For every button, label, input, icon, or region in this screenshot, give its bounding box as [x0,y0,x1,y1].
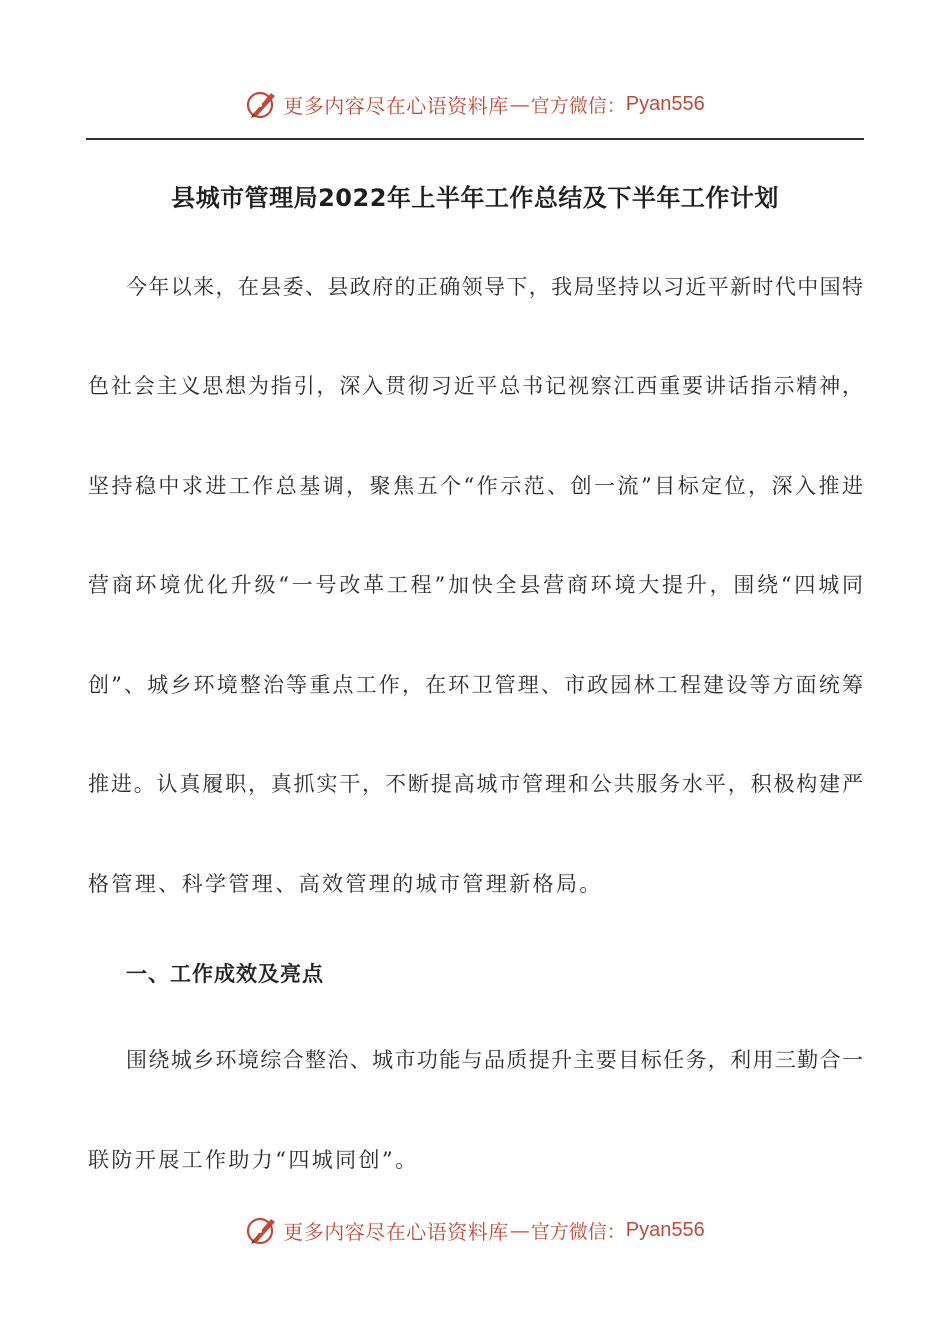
paragraph-line: 坚持稳中求进工作总基调，聚焦五个“作示范、创一流”目标定位，深入推进 [88,474,863,498]
footer-dash: — [509,1218,530,1242]
header-wechat-id: Pyan556 [625,92,705,115]
paragraph-line: 今年以来，在县委、县政府的正确领导下，我局坚持以习近平新时代中国特 [126,275,863,299]
section-heading: 一、工作成效及亮点 [126,962,324,986]
header-brand-text: 更多内容尽在心语资料库 [283,93,509,118]
paragraph-line: 营商环境优化升级“一号改革工程”加快全县营商环境大提升，围绕“四城同 [88,573,863,597]
footer-brand-text: 更多内容尽在心语资料库 [283,1219,509,1244]
document-title: 县城市管理局2022年上半年工作总结及下半年工作计划 [171,184,779,212]
paragraph-line: 创”、城乡环境整治等重点工作，在环卫管理、市政园林工程建设等方面统筹 [88,673,863,697]
paragraph-line: 格管理、科学管理、高效管理的城市管理新格局。 [88,872,603,896]
footer-wechat-id: Pyan556 [625,1218,705,1241]
header-wechat-label: 官方微信： [530,94,626,117]
pen-logo-icon [245,1213,279,1247]
header-divider [86,138,864,140]
footer-wechat-label: 官方微信： [530,1220,626,1243]
pen-logo-icon [245,87,279,121]
paragraph-line: 色社会主义思想为指引，深入贯彻习近平总书记视察江西重要讲话指示精神， [88,374,863,398]
paragraph-line: 围绕城乡环境综合整治、城市功能与品质提升主要目标任务，利用三勤合一 [126,1048,863,1072]
header-dash: — [509,92,530,116]
header-banner [0,84,950,124]
paragraph-line: 推进。认真履职，真抓实干，不断提高城市管理和公共服务水平，积极构建严 [88,772,863,796]
footer-banner [0,1210,950,1250]
paragraph-line: 联防开展工作助力“四城同创”。 [88,1148,419,1172]
